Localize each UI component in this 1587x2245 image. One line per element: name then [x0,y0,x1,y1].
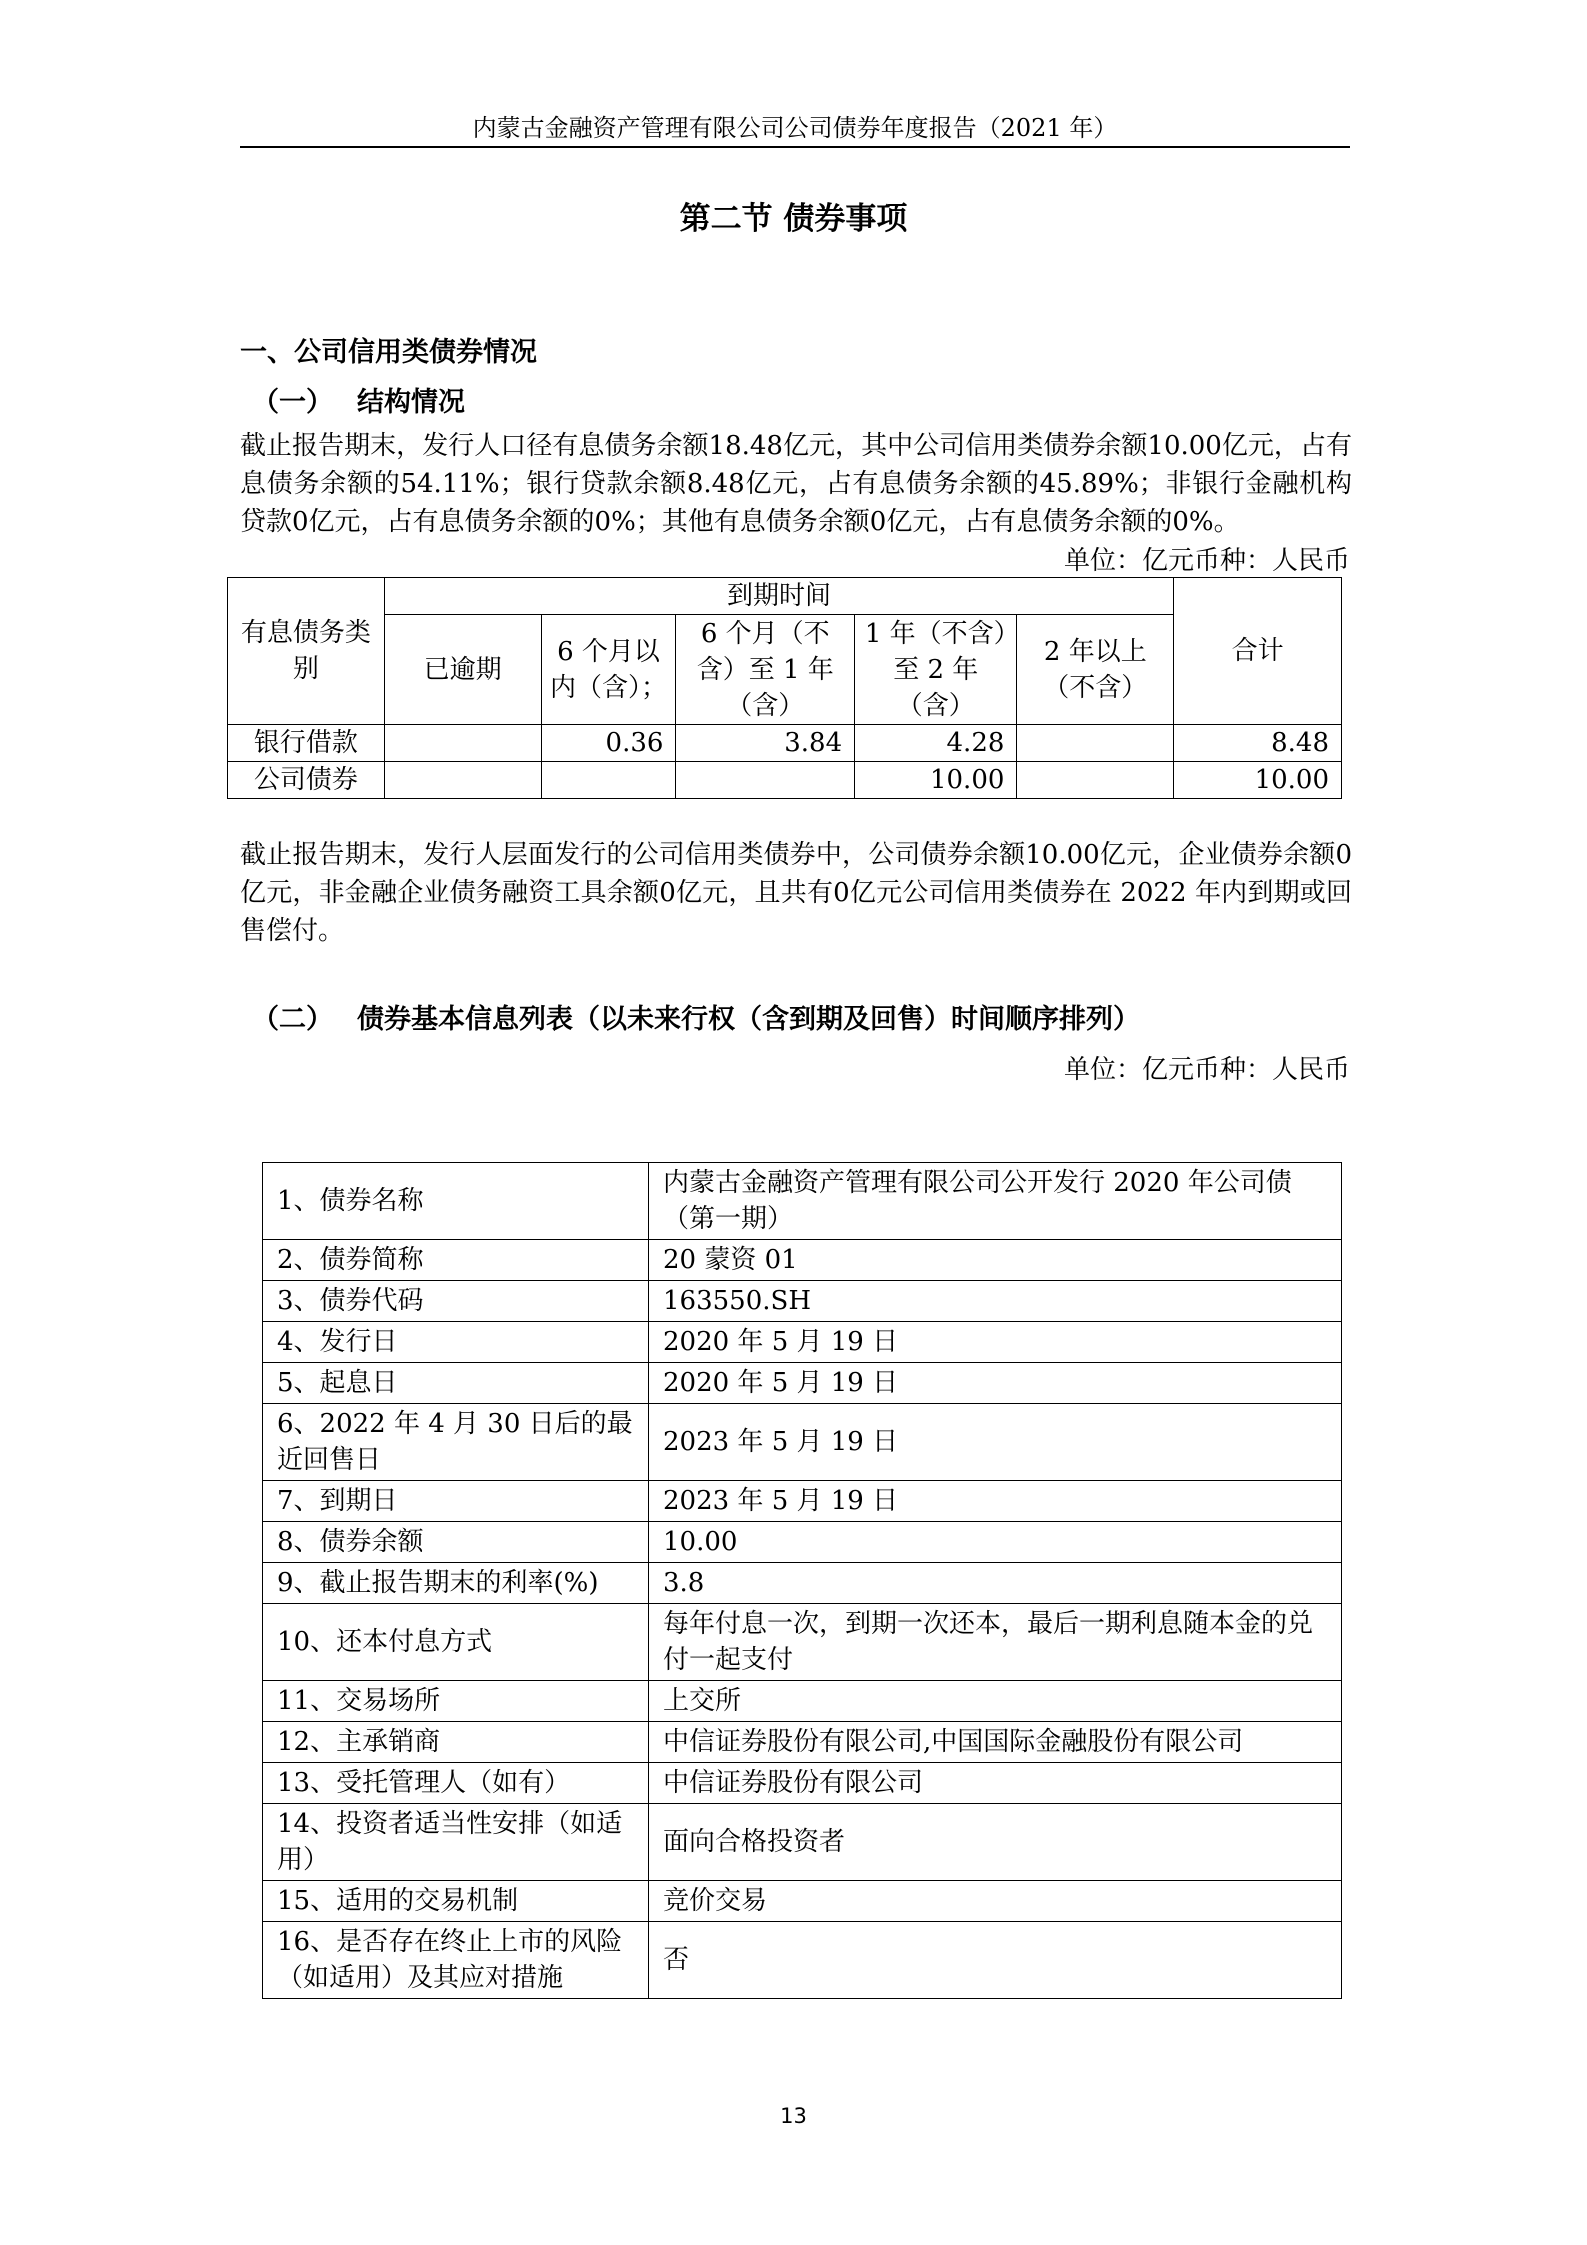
bond-info-value: 否 [649,1922,1342,1999]
bond-info-row [263,1322,1342,1363]
bond-info-table [262,1162,1342,1999]
bond-info-value: 2023 年 5 月 19 日 [649,1404,1342,1481]
cell-1y: 3.84 [676,725,855,762]
section-title: 第二节 债券事项 [679,201,908,237]
total-header: 合计 [1174,578,1342,725]
bond-info-label: 4、发行日 [263,1322,649,1363]
bond-info-value: 20 蒙资 01 [649,1240,1342,1281]
debt-maturity-table [227,577,1342,799]
bond-info-row [263,1722,1342,1763]
bond-info-row [263,1681,1342,1722]
maturity-header: 到期时间 [384,578,1173,615]
row-category: 银行借款 [228,725,385,762]
unit-note: 单位：亿元币种：人民币 [1063,1055,1350,1085]
bond-info-label: 11、交易场所 [263,1681,649,1722]
bond-info-value: 10.00 [649,1522,1342,1563]
part-heading: 一、公司信用类债券情况 [240,337,537,368]
bond-info-label: 14、投资者适当性安排（如适用） [263,1804,649,1881]
page-number: 13 [780,2104,807,2128]
bond-info-label: 16、是否存在终止上市的风险（如适用）及其应对措施 [263,1922,649,1999]
bond-info-row [263,1922,1342,1999]
subsection-number: （二） [252,1004,333,1035]
cell-2y: 4.28 [855,725,1017,762]
bond-info-value: 2020 年 5 月 19 日 [649,1322,1342,1363]
bond-info-label: 6、2022 年 4 月 30 日后的最近回售日 [263,1404,649,1481]
unit-note: 单位：亿元币种：人民币 [1063,546,1350,576]
bond-info-label: 15、适用的交易机制 [263,1881,649,1922]
bond-info-row [263,1481,1342,1522]
bond-info-label: 7、到期日 [263,1481,649,1522]
subsection-structure-heading [252,380,465,419]
bond-info-row [263,1563,1342,1604]
subsection-title: 结构情况 [357,387,465,418]
bond-info-label: 12、主承销商 [263,1722,649,1763]
bond-info-label: 2、债券简称 [263,1240,649,1281]
bond-info-row [263,1881,1342,1922]
header-rule [240,146,1350,148]
bond-info-value: 上交所 [649,1681,1342,1722]
subsection-number: （一） [252,387,333,418]
bond-info-row [263,1281,1342,1322]
bond-info-row [263,1404,1342,1481]
bond-info-row [263,1240,1342,1281]
column-header: 1 年（不含）至 2 年（含） [855,615,1017,725]
category-header: 有息债务类别 [228,578,385,725]
cell-overdue [384,762,541,799]
subsection-bond-list-heading [252,997,1140,1036]
row-category: 公司债券 [228,762,385,799]
bond-info-row [263,1363,1342,1404]
subsection-title: 债券基本信息列表（以未来行权（含到期及回售）时间顺序排列） [357,1004,1140,1035]
table-row [228,762,1342,799]
cell-total: 10.00 [1174,762,1342,799]
bond-info-value: 中信证券股份有限公司,中国国际金融股份有限公司 [649,1722,1342,1763]
column-header: 2 年以上（不含） [1017,615,1174,725]
intro-paragraph: 截止报告期末，发行人口径有息债务余额18.48亿元，其中公司信用类债券余额10.00亿元，占有息债务余额的54.11%；银行贷款余额8.48亿元，占有息债务余额的45.89%；非银行金融机构贷款0亿元，占有息债务余额的0%；其他有息债务余额0亿元，占有息债务余额的0%。 [240,431,1352,537]
bond-info-value: 2023 年 5 月 19 日 [649,1481,1342,1522]
bond-info-label: 13、受托管理人（如有） [263,1763,649,1804]
bond-info-row [263,1163,1342,1240]
column-header: 6 个月以内（含）； [541,615,676,725]
bond-info-value: 内蒙古金融资产管理有限公司公开发行 2020 年公司债（第一期） [649,1163,1342,1240]
cell-6m [541,762,676,799]
bond-info-value: 3.8 [649,1563,1342,1604]
bond-info-label: 5、起息日 [263,1363,649,1404]
cell-total: 8.48 [1174,725,1342,762]
cell-2y: 10.00 [855,762,1017,799]
bond-info-row [263,1522,1342,1563]
table-row [228,725,1342,762]
bond-info-label: 3、债券代码 [263,1281,649,1322]
bond-info-value: 面向合格投资者 [649,1804,1342,1881]
bond-info-row [263,1804,1342,1881]
summary-paragraph: 截止报告期末，发行人层面发行的公司信用类债券中，公司债券余额10.00亿元，企业债券余额0亿元，非金融企业债务融资工具余额0亿元，且共有0亿元公司信用类债券在 2022 年内到期或回售偿付。 [240,840,1352,946]
bond-info-label: 9、截止报告期末的利率(%) [263,1563,649,1604]
bond-info-value: 中信证券股份有限公司 [649,1763,1342,1804]
cell-1y [676,762,855,799]
bond-info-value: 竞价交易 [649,1881,1342,1922]
bond-info-label: 1、债券名称 [263,1163,649,1240]
bond-info-label: 10、还本付息方式 [263,1604,649,1681]
cell-6m: 0.36 [541,725,676,762]
bond-info-value: 2020 年 5 月 19 日 [649,1363,1342,1404]
cell-2y-plus [1017,762,1174,799]
bond-info-label: 8、债券余额 [263,1522,649,1563]
cell-overdue [384,725,541,762]
running-header: 内蒙古金融资产管理有限公司公司债券年度报告（2021 年） [472,114,1118,142]
bond-info-row [263,1604,1342,1681]
column-header: 6 个月（不含）至 1 年（含） [676,615,855,725]
bond-info-value: 163550.SH [649,1281,1342,1322]
cell-2y-plus [1017,725,1174,762]
column-header: 已逾期 [384,615,541,725]
bond-info-row [263,1763,1342,1804]
bond-info-value: 每年付息一次，到期一次还本，最后一期利息随本金的兑付一起支付 [649,1604,1342,1681]
